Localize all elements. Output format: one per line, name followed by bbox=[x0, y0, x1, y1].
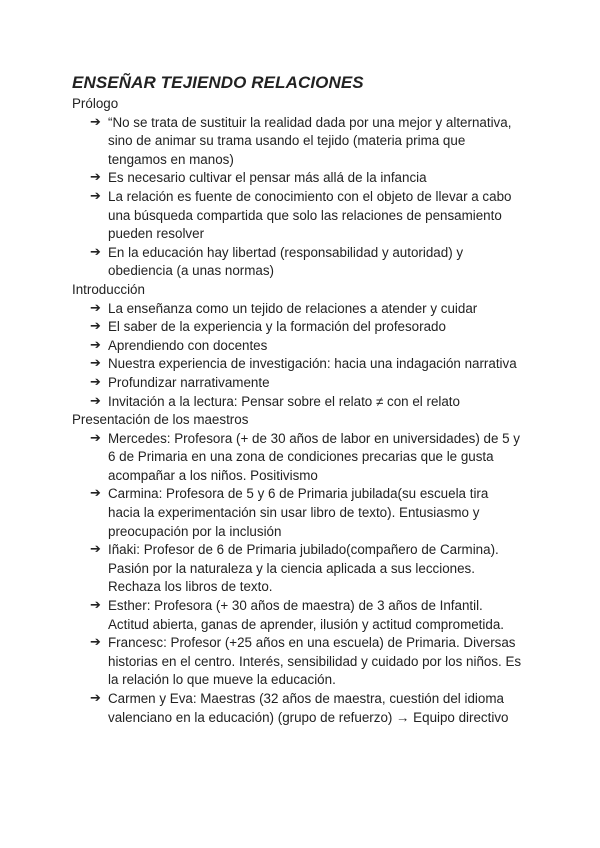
list-item bbox=[72, 690, 522, 727]
arrow-right-icon: ➔ bbox=[90, 244, 101, 260]
list-item bbox=[72, 355, 522, 374]
list-item bbox=[72, 430, 522, 486]
list-item-text: Esther: Profesora (+ 30 años de maestra) de 3 años de Infantil. Actitud abierta, ganas de aprender, ilusión y actitud comprometida. bbox=[108, 598, 504, 632]
list-item bbox=[72, 318, 522, 337]
list-item-text: En la educación hay libertad (responsabilidad y autoridad) y obediencia (a unas normas) bbox=[108, 244, 464, 279]
arrow-right-icon: ➔ bbox=[90, 430, 101, 446]
list-item bbox=[72, 634, 522, 690]
list-item-text: La relación es fuente de conocimiento con el objeto de llevar a cabo una búsqueda compartida que solo las relaciones de pensamiento pueden resolver bbox=[108, 188, 512, 242]
list-item-text: La enseñanza como un tejido de relaciones a atender y cuidar bbox=[108, 300, 478, 316]
list-item-text: Aprendiendo con docentes bbox=[108, 337, 268, 353]
arrow-right-icon: ➔ bbox=[90, 114, 101, 130]
arrow-right-icon: ➔ bbox=[90, 356, 101, 372]
section-heading: Presentación de los maestros bbox=[72, 412, 249, 428]
list-item bbox=[72, 485, 522, 541]
list-item-text: Carmen y Eva: Maestras (32 años de maestra, cuestión del idioma valenciano en la educación) (grupo de refuerzo) → Equipo directivo bbox=[108, 691, 509, 725]
arrow-right-icon: ➔ bbox=[90, 337, 101, 353]
document-page bbox=[72, 72, 522, 727]
list-item-text: “No se trata de sustituir la realidad dada por una mejor y alternativa, sino de animar su trama usando el tejido (materia prima que tengamos en manos) bbox=[108, 114, 512, 167]
bullet-list bbox=[72, 430, 522, 728]
bullet-list bbox=[72, 300, 522, 412]
arrow-right-icon: ➔ bbox=[90, 300, 101, 316]
arrow-right-icon: ➔ bbox=[90, 188, 101, 204]
section-presentacion-maestros bbox=[72, 411, 522, 727]
list-item-text: Iñaki: Profesor de 6 de Primaria jubilado(compañero de Carmina). Pasión por la naturaleza y la ciencia aplicada a sus lecciones. Rechaza los libros de texto. bbox=[108, 542, 499, 595]
list-item-text: Francesc: Profesor (+25 años en una escuela) de Primaria. Diversas historias en el centro. Interés, sensibilidad y cuidado por los niños. Es la relación lo que mueve la educación. bbox=[108, 635, 522, 688]
list-item bbox=[72, 114, 522, 170]
section-heading: Introducción bbox=[72, 281, 145, 297]
list-item-text: Nuestra experiencia de investigación: hacia una indagación narrativa bbox=[108, 356, 517, 372]
arrow-right-icon: ➔ bbox=[90, 319, 101, 335]
list-item bbox=[72, 337, 522, 356]
arrow-right-icon: ➔ bbox=[90, 374, 101, 390]
arrow-right-icon: ➔ bbox=[90, 542, 101, 558]
list-item bbox=[72, 169, 522, 188]
list-item bbox=[72, 393, 522, 412]
arrow-right-icon: ➔ bbox=[90, 170, 101, 186]
list-item bbox=[72, 541, 522, 597]
document-title: ENSEÑAR TEJIENDO RELACIONES bbox=[72, 73, 364, 92]
list-item-text: Mercedes: Profesora (+ de 30 años de labor en universidades) de 5 y 6 de Primaria en una zona de condiciones precarias que le gusta acompañar a los niños. Positivismo bbox=[108, 430, 521, 483]
section-heading: Prólogo bbox=[72, 96, 119, 111]
list-item bbox=[72, 597, 522, 634]
list-item-text: Profundizar narrativamente bbox=[108, 374, 270, 390]
arrow-right-icon: ➔ bbox=[90, 691, 101, 706]
list-item bbox=[72, 374, 522, 393]
section-prologo bbox=[72, 95, 522, 281]
list-item bbox=[72, 300, 522, 319]
arrow-right-icon: ➔ bbox=[90, 635, 101, 651]
list-item-text: El saber de la experiencia y la formación del profesorado bbox=[108, 319, 446, 335]
list-item-text: Invitación a la lectura: Pensar sobre el relato ≠ con el relato bbox=[108, 393, 460, 409]
arrow-right-icon: ➔ bbox=[90, 486, 101, 502]
section-introduccion bbox=[72, 281, 522, 411]
list-item bbox=[72, 188, 522, 244]
list-item-text: Es necesario cultivar el pensar más allá de la infancia bbox=[108, 170, 427, 186]
bullet-list bbox=[72, 114, 522, 281]
arrow-right-icon: ➔ bbox=[90, 393, 101, 409]
arrow-right-icon: ➔ bbox=[90, 598, 101, 614]
list-item-text: Carmina: Profesora de 5 y 6 de Primaria jubilada(su escuela tira hacia la experimentación sin usar libro de texto). Entusiasmo y preocupación por la inclusión bbox=[108, 486, 489, 539]
list-item bbox=[72, 244, 522, 281]
